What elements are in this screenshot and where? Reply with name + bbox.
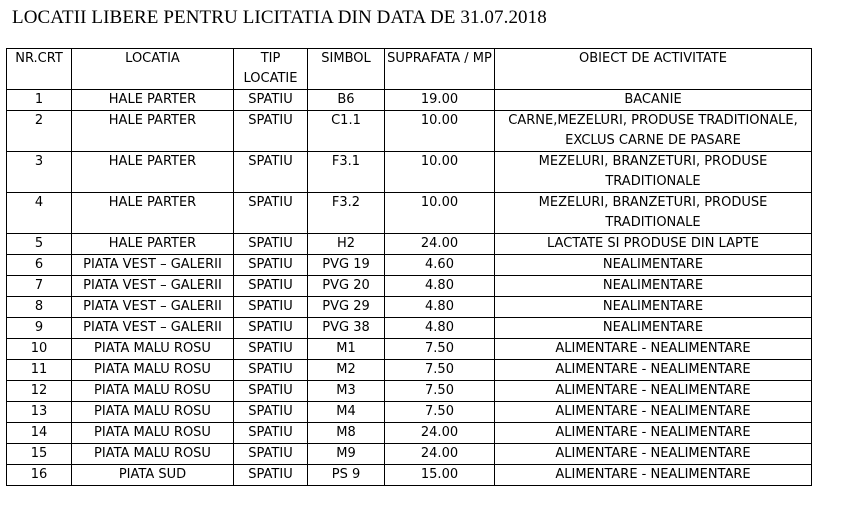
cell-locatia: HALE PARTER bbox=[72, 152, 234, 193]
cell-obiect-activitate: ALIMENTARE - NEALIMENTARE bbox=[495, 360, 812, 381]
cell-locatia: PIATA MALU ROSU bbox=[72, 423, 234, 444]
cell-obiect-activitate: ALIMENTARE - NEALIMENTARE bbox=[495, 339, 812, 360]
cell-simbol: B6 bbox=[308, 90, 385, 111]
cell-nr-crt: 12 bbox=[7, 381, 72, 402]
cell-tip-locatie: SPATIU bbox=[234, 339, 308, 360]
cell-nr-crt: 15 bbox=[7, 444, 72, 465]
cell-nr-crt: 6 bbox=[7, 255, 72, 276]
cell-locatia: PIATA VEST – GALERII bbox=[72, 297, 234, 318]
cell-locatia: PIATA VEST – GALERII bbox=[72, 255, 234, 276]
header-nr-crt: NR.CRT bbox=[7, 49, 72, 90]
table-row bbox=[7, 465, 812, 486]
cell-tip-locatie: SPATIU bbox=[234, 318, 308, 339]
cell-tip-locatie: SPATIU bbox=[234, 444, 308, 465]
table-row bbox=[7, 297, 812, 318]
header-tip-locatie: TIP LOCATIE bbox=[234, 49, 308, 90]
cell-tip-locatie: SPATIU bbox=[234, 111, 308, 152]
cell-obiect-activitate: ALIMENTARE - NEALIMENTARE bbox=[495, 381, 812, 402]
cell-simbol: F3.1 bbox=[308, 152, 385, 193]
cell-obiect-activitate: ALIMENTARE - NEALIMENTARE bbox=[495, 423, 812, 444]
cell-suprafata: 24.00 bbox=[385, 234, 495, 255]
cell-obiect-activitate: NEALIMENTARE bbox=[495, 276, 812, 297]
cell-suprafata: 19.00 bbox=[385, 90, 495, 111]
cell-obiect-activitate: NEALIMENTARE bbox=[495, 297, 812, 318]
cell-locatia: PIATA VEST – GALERII bbox=[72, 276, 234, 297]
cell-obiect-activitate: ALIMENTARE - NEALIMENTARE bbox=[495, 402, 812, 423]
cell-simbol: PVG 19 bbox=[308, 255, 385, 276]
table-row bbox=[7, 402, 812, 423]
table-row bbox=[7, 193, 812, 234]
cell-nr-crt: 10 bbox=[7, 339, 72, 360]
table-row bbox=[7, 255, 812, 276]
table-row bbox=[7, 234, 812, 255]
cell-locatia: PIATA MALU ROSU bbox=[72, 360, 234, 381]
cell-tip-locatie: SPATIU bbox=[234, 276, 308, 297]
cell-nr-crt: 5 bbox=[7, 234, 72, 255]
cell-simbol: F3.2 bbox=[308, 193, 385, 234]
cell-obiect-activitate: NEALIMENTARE bbox=[495, 255, 812, 276]
cell-obiect-activitate: BACANIE bbox=[495, 90, 812, 111]
cell-simbol: M4 bbox=[308, 402, 385, 423]
cell-simbol: M8 bbox=[308, 423, 385, 444]
cell-simbol: PVG 38 bbox=[308, 318, 385, 339]
cell-suprafata: 4.60 bbox=[385, 255, 495, 276]
cell-nr-crt: 9 bbox=[7, 318, 72, 339]
cell-nr-crt: 16 bbox=[7, 465, 72, 486]
table-row bbox=[7, 318, 812, 339]
cell-suprafata: 7.50 bbox=[385, 360, 495, 381]
table-row bbox=[7, 90, 812, 111]
cell-nr-crt: 1 bbox=[7, 90, 72, 111]
table-header-row bbox=[7, 49, 812, 90]
header-obiect-activitate: OBIECT DE ACTIVITATE bbox=[495, 49, 812, 90]
table-body bbox=[7, 90, 812, 486]
cell-locatia: HALE PARTER bbox=[72, 111, 234, 152]
cell-tip-locatie: SPATIU bbox=[234, 255, 308, 276]
cell-locatia: PIATA VEST – GALERII bbox=[72, 318, 234, 339]
header-simbol: SIMBOL bbox=[308, 49, 385, 90]
cell-obiect-activitate: ALIMENTARE - NEALIMENTARE bbox=[495, 444, 812, 465]
cell-locatia: PIATA MALU ROSU bbox=[72, 381, 234, 402]
table-row bbox=[7, 339, 812, 360]
cell-simbol: PS 9 bbox=[308, 465, 385, 486]
cell-simbol: M1 bbox=[308, 339, 385, 360]
cell-nr-crt: 14 bbox=[7, 423, 72, 444]
cell-obiect-activitate: ALIMENTARE - NEALIMENTARE bbox=[495, 465, 812, 486]
cell-tip-locatie: SPATIU bbox=[234, 423, 308, 444]
cell-nr-crt: 8 bbox=[7, 297, 72, 318]
cell-locatia: PIATA MALU ROSU bbox=[72, 339, 234, 360]
cell-obiect-activitate: LACTATE SI PRODUSE DIN LAPTE bbox=[495, 234, 812, 255]
page-title: LOCATII LIBERE PENTRU LICITATIA DIN DATA DE 31.07.2018 bbox=[12, 7, 547, 28]
cell-suprafata: 4.80 bbox=[385, 318, 495, 339]
cell-nr-crt: 11 bbox=[7, 360, 72, 381]
cell-simbol: PVG 29 bbox=[308, 297, 385, 318]
cell-suprafata: 24.00 bbox=[385, 423, 495, 444]
cell-nr-crt: 7 bbox=[7, 276, 72, 297]
cell-simbol: H2 bbox=[308, 234, 385, 255]
cell-locatia: PIATA SUD bbox=[72, 465, 234, 486]
table-row bbox=[7, 111, 812, 152]
cell-suprafata: 15.00 bbox=[385, 465, 495, 486]
cell-suprafata: 10.00 bbox=[385, 152, 495, 193]
cell-tip-locatie: SPATIU bbox=[234, 381, 308, 402]
cell-locatia: HALE PARTER bbox=[72, 193, 234, 234]
cell-obiect-activitate: MEZELURI, BRANZETURI, PRODUSE TRADITIONALE bbox=[495, 193, 812, 234]
cell-tip-locatie: SPATIU bbox=[234, 152, 308, 193]
header-suprafata: SUPRAFATA / MP bbox=[385, 49, 495, 90]
cell-simbol: M2 bbox=[308, 360, 385, 381]
cell-locatia: HALE PARTER bbox=[72, 90, 234, 111]
table-row bbox=[7, 152, 812, 193]
table-row bbox=[7, 276, 812, 297]
cell-suprafata: 7.50 bbox=[385, 402, 495, 423]
table-row bbox=[7, 360, 812, 381]
cell-nr-crt: 13 bbox=[7, 402, 72, 423]
cell-simbol: M9 bbox=[308, 444, 385, 465]
cell-simbol: PVG 20 bbox=[308, 276, 385, 297]
header-locatia: LOCATIA bbox=[72, 49, 234, 90]
cell-locatia: PIATA MALU ROSU bbox=[72, 402, 234, 423]
cell-obiect-activitate: NEALIMENTARE bbox=[495, 318, 812, 339]
cell-suprafata: 4.80 bbox=[385, 276, 495, 297]
cell-tip-locatie: SPATIU bbox=[234, 90, 308, 111]
cell-suprafata: 24.00 bbox=[385, 444, 495, 465]
cell-suprafata: 7.50 bbox=[385, 339, 495, 360]
cell-tip-locatie: SPATIU bbox=[234, 360, 308, 381]
cell-tip-locatie: SPATIU bbox=[234, 193, 308, 234]
table-row bbox=[7, 444, 812, 465]
cell-suprafata: 7.50 bbox=[385, 381, 495, 402]
table-row bbox=[7, 423, 812, 444]
cell-suprafata: 10.00 bbox=[385, 193, 495, 234]
cell-suprafata: 10.00 bbox=[385, 111, 495, 152]
table-row bbox=[7, 381, 812, 402]
cell-simbol: C1.1 bbox=[308, 111, 385, 152]
cell-tip-locatie: SPATIU bbox=[234, 297, 308, 318]
cell-locatia: PIATA MALU ROSU bbox=[72, 444, 234, 465]
cell-nr-crt: 2 bbox=[7, 111, 72, 152]
cell-obiect-activitate: CARNE,MEZELURI, PRODUSE TRADITIONALE, EXCLUS CARNE DE PASARE bbox=[495, 111, 812, 152]
cell-nr-crt: 4 bbox=[7, 193, 72, 234]
cell-tip-locatie: SPATIU bbox=[234, 465, 308, 486]
cell-locatia: HALE PARTER bbox=[72, 234, 234, 255]
cell-obiect-activitate: MEZELURI, BRANZETURI, PRODUSE TRADITIONALE bbox=[495, 152, 812, 193]
cell-tip-locatie: SPATIU bbox=[234, 234, 308, 255]
locatii-table bbox=[6, 48, 812, 486]
cell-nr-crt: 3 bbox=[7, 152, 72, 193]
cell-simbol: M3 bbox=[308, 381, 385, 402]
cell-tip-locatie: SPATIU bbox=[234, 402, 308, 423]
cell-suprafata: 4.80 bbox=[385, 297, 495, 318]
